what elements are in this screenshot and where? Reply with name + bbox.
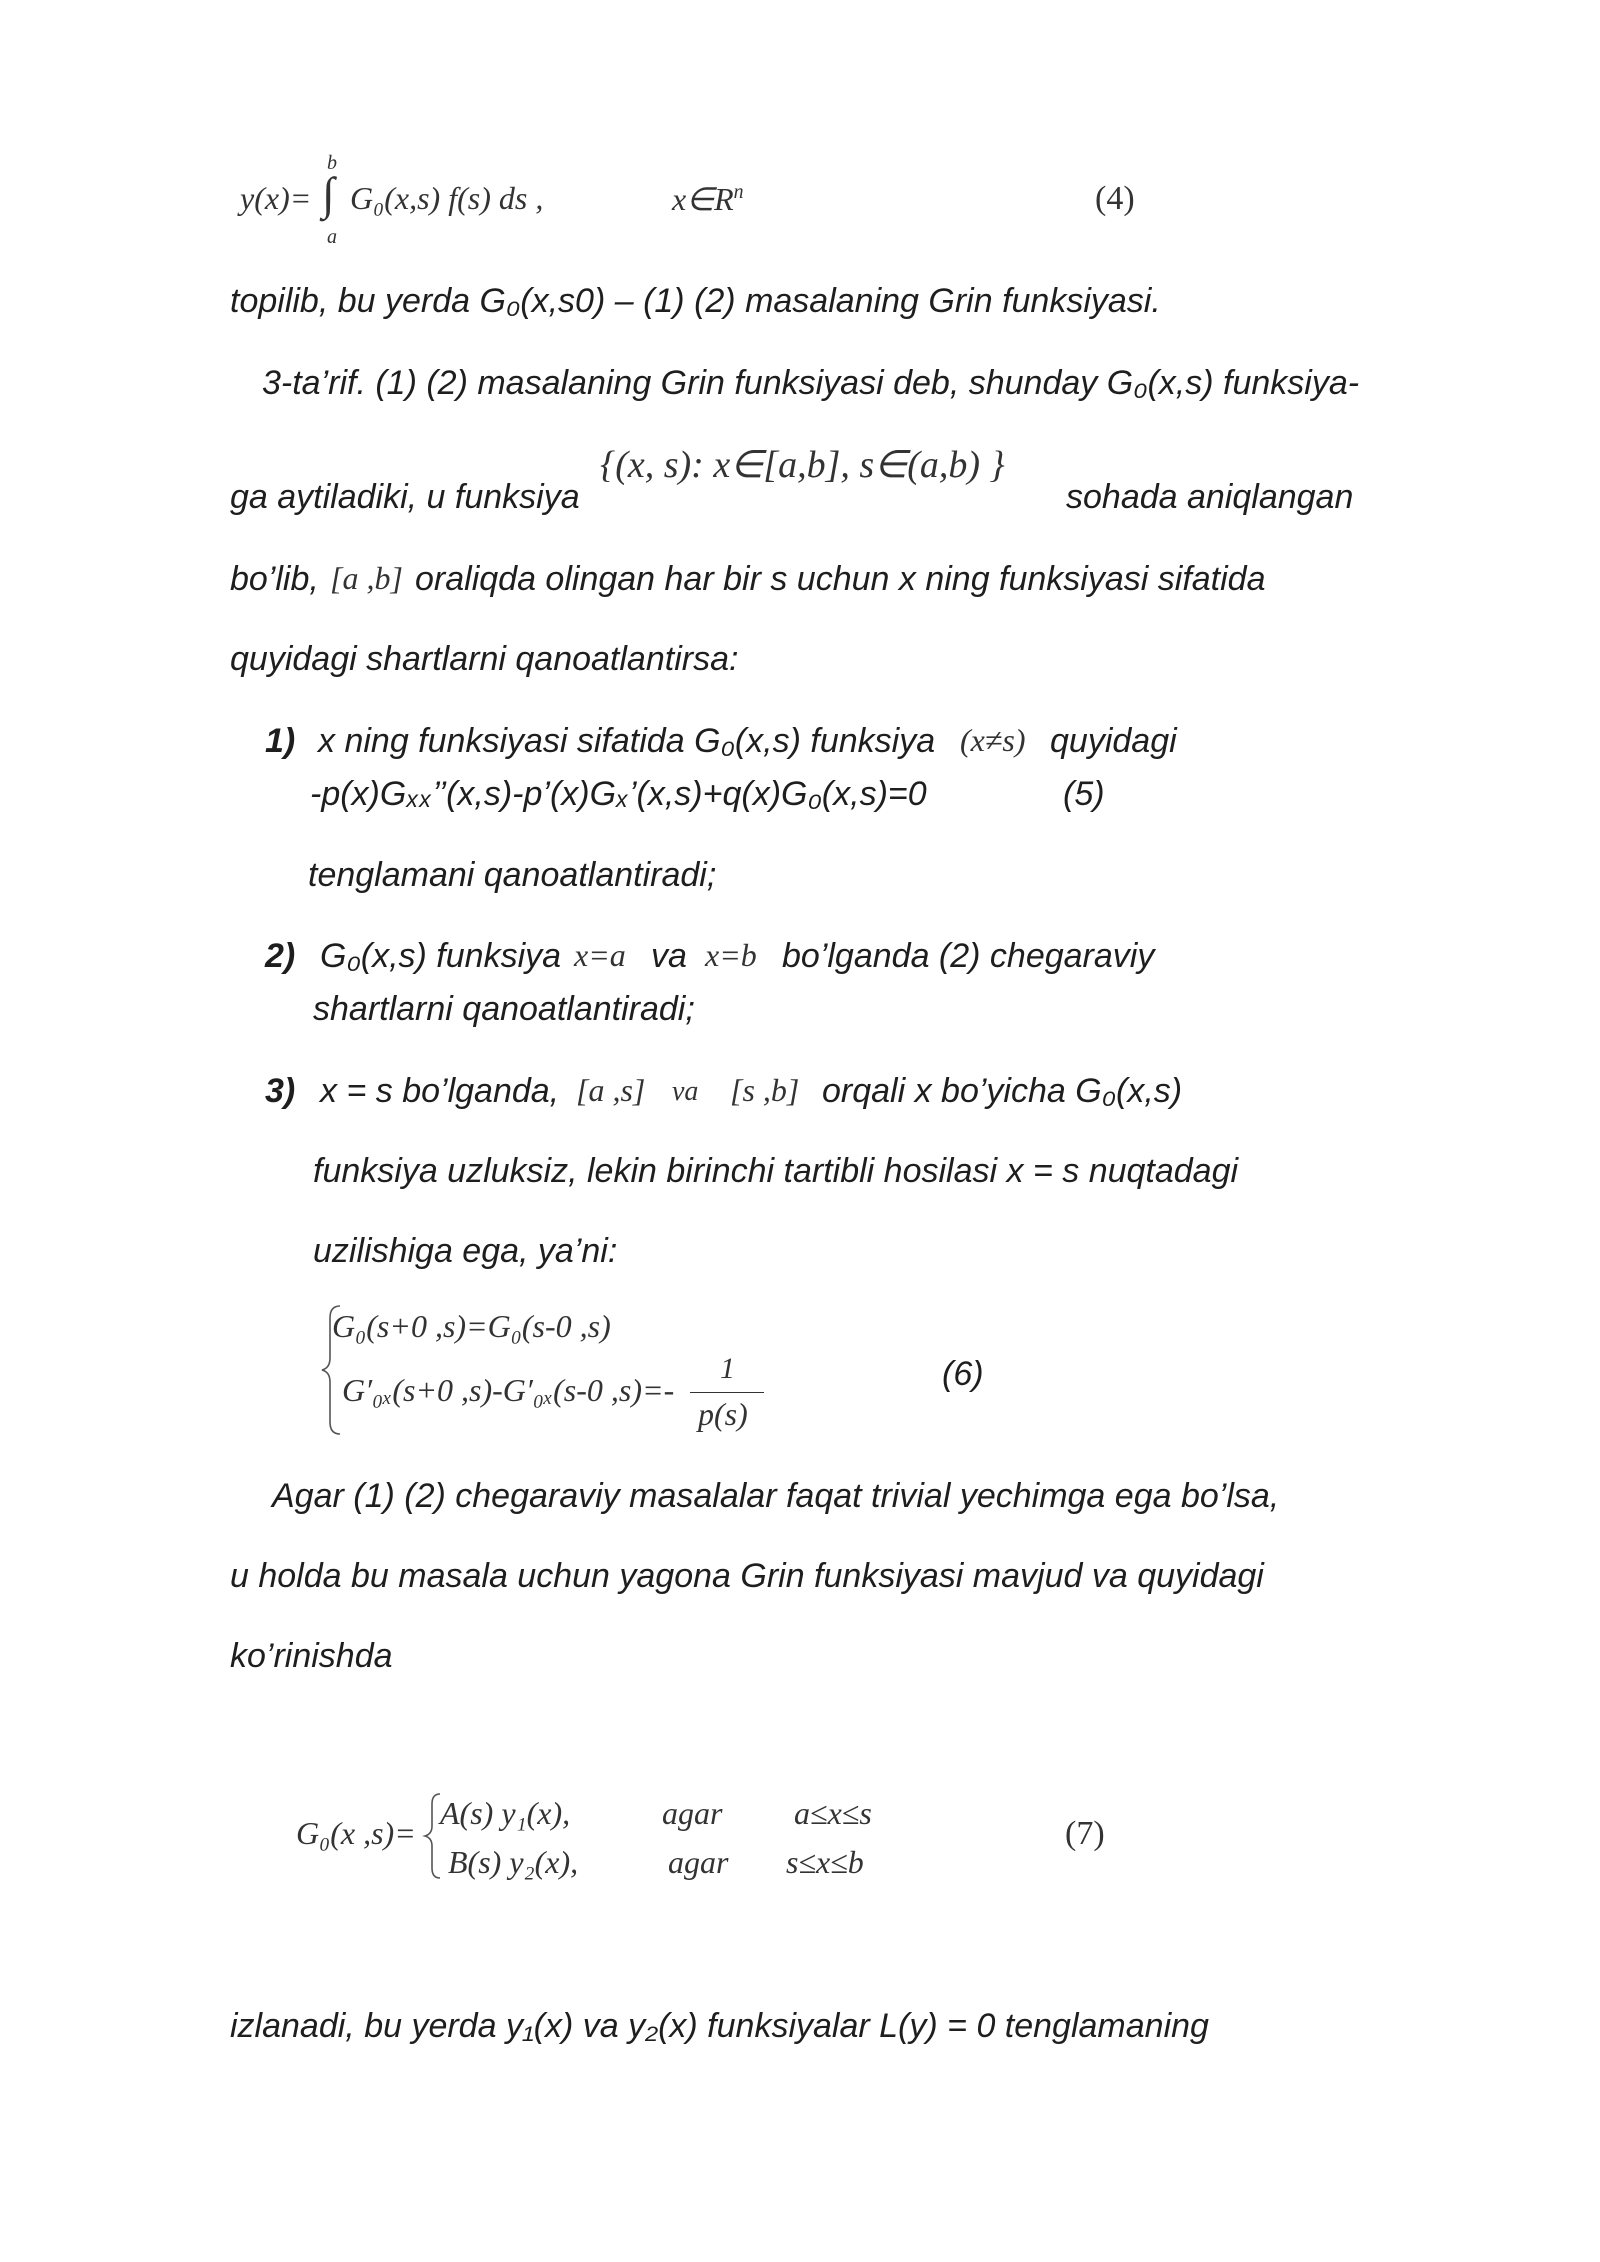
eq7-row-1-condition: a≤x≤s [794,1795,872,1831]
equation-5-number: (5) [1063,775,1105,813]
item1-text-line3: tenglamani qanoatlantiradi; [308,856,717,894]
set-expression: {(x, s): x∈[a,b], s∈(a,b) } [600,444,1005,486]
paragraph-7: u holda bu masala uchun yagona Grin funksiyasi mavjud va quyidagi [230,1557,1264,1595]
item2-x-eq-b: x=b [705,937,757,973]
list-number-3: 3) [265,1072,296,1110]
eq4-lhs: y(x)= [240,180,312,216]
eq7-row-1-expr: A(s) y₁(x), [440,1795,571,1831]
eq7-row-2-expr: B(s) y₂(x), [448,1844,579,1880]
item2-text-b: va [651,937,687,975]
eq4-number: (4) [1095,180,1135,217]
item3-text-a: x = s bo’lganda, [320,1072,560,1110]
eq6-number: (6) [942,1355,984,1393]
item1-text-after: quyidagi [1050,722,1177,760]
eq6-row-1: G₀(s+0 ,s)=G₀(s-0 ,s) [332,1308,611,1344]
eq6-fraction-numerator: 1 [720,1352,735,1385]
paragraph-6: Agar (1) (2) chegaraviy masalalar faqat trivial yechimga ega bo’lsa, [272,1477,1280,1515]
paragraph-8: ko’rinishda [230,1637,393,1675]
paragraph-4-after: oraliqda olingan har bir s uchun x ning funksiyasi sifatida [415,560,1266,598]
item2-text-line2: shartlarni qanoatlantiradi; [313,990,695,1028]
paragraph-5: quyidagi shartlarni qanoatlantirsa: [230,640,739,678]
item3-text-line2: funksiya uzluksiz, lekin birinchi tartibli hosilasi x = s nuqtadagi [313,1152,1239,1190]
item3-text-c: orqali x bo’yicha G₀(x,s) [822,1072,1183,1110]
eq4-upper-limit: b [327,152,337,174]
eq6-row-2: G′₀ₓ(s+0 ,s)-G′₀ₓ(s-0 ,s)=- [342,1372,675,1408]
item2-x-eq-a: x=a [574,937,626,973]
item2-text-a: G₀(x,s) funksiya [320,937,562,975]
item3-va: va [672,1076,699,1107]
eq7-lhs: G₀(x ,s)= [296,1815,416,1851]
item1-text-before: x ning funksiyasi sifatida G₀(x,s) funksiya [318,722,936,760]
item2-text-c: bo’lganda (2) chegaraviy [782,937,1155,975]
list-number-2: 2) [265,937,296,975]
paragraph-1: topilib, bu yerda G₀(x,s0) – (1) (2) masalaning Grin funksiyasi. [230,282,1161,320]
paragraph-3-after: sohada aniqlangan [1066,478,1354,516]
interval-a-s: [a ,s] [576,1072,646,1108]
eq4-integrand: G₀(x,s) f(s) ds , [350,180,544,216]
eq7-row-2-condition: s≤x≤b [786,1844,864,1880]
paragraph-4-before: bo’lib, [230,560,319,598]
definition-heading: 3-ta’rif. (1) (2) masalaning Grin funksiyasi deb, shunday G₀(x,s) funksiya- [262,364,1360,402]
item1-condition: (x≠s) [960,722,1026,758]
paragraph-3-before: ga aytiladiki, u funksiya [230,478,580,516]
eq4-domain: $x\in R^n$ [672,181,744,217]
eq7-number: (7) [1065,1815,1105,1852]
paragraph-9: izlanadi, bu yerda y₁(x) va y₂(x) funksiyalar L(y) = 0 tenglamaning [230,2007,1209,2045]
integral-sign: ∫ [322,168,335,219]
item3-text-line3: uzilishiga ega, ya’ni: [313,1232,618,1270]
eq4-lower-limit: a [327,226,337,248]
interval-s-b: [s ,b] [730,1072,800,1108]
list-number-1: 1) [265,722,296,760]
interval-a-b: [a ,b] [330,560,403,596]
eq7-row-1-word: agar [662,1795,723,1831]
eq7-row-2-word: agar [668,1844,729,1880]
eq6-fraction-denominator: p(s) [698,1396,748,1432]
equation-5: -p(x)Gₓₓ’’(x,s)-p’(x)Gₓ’(x,s)+q(x)G₀(x,s)=0 [310,775,927,813]
fraction-bar [690,1392,764,1393]
